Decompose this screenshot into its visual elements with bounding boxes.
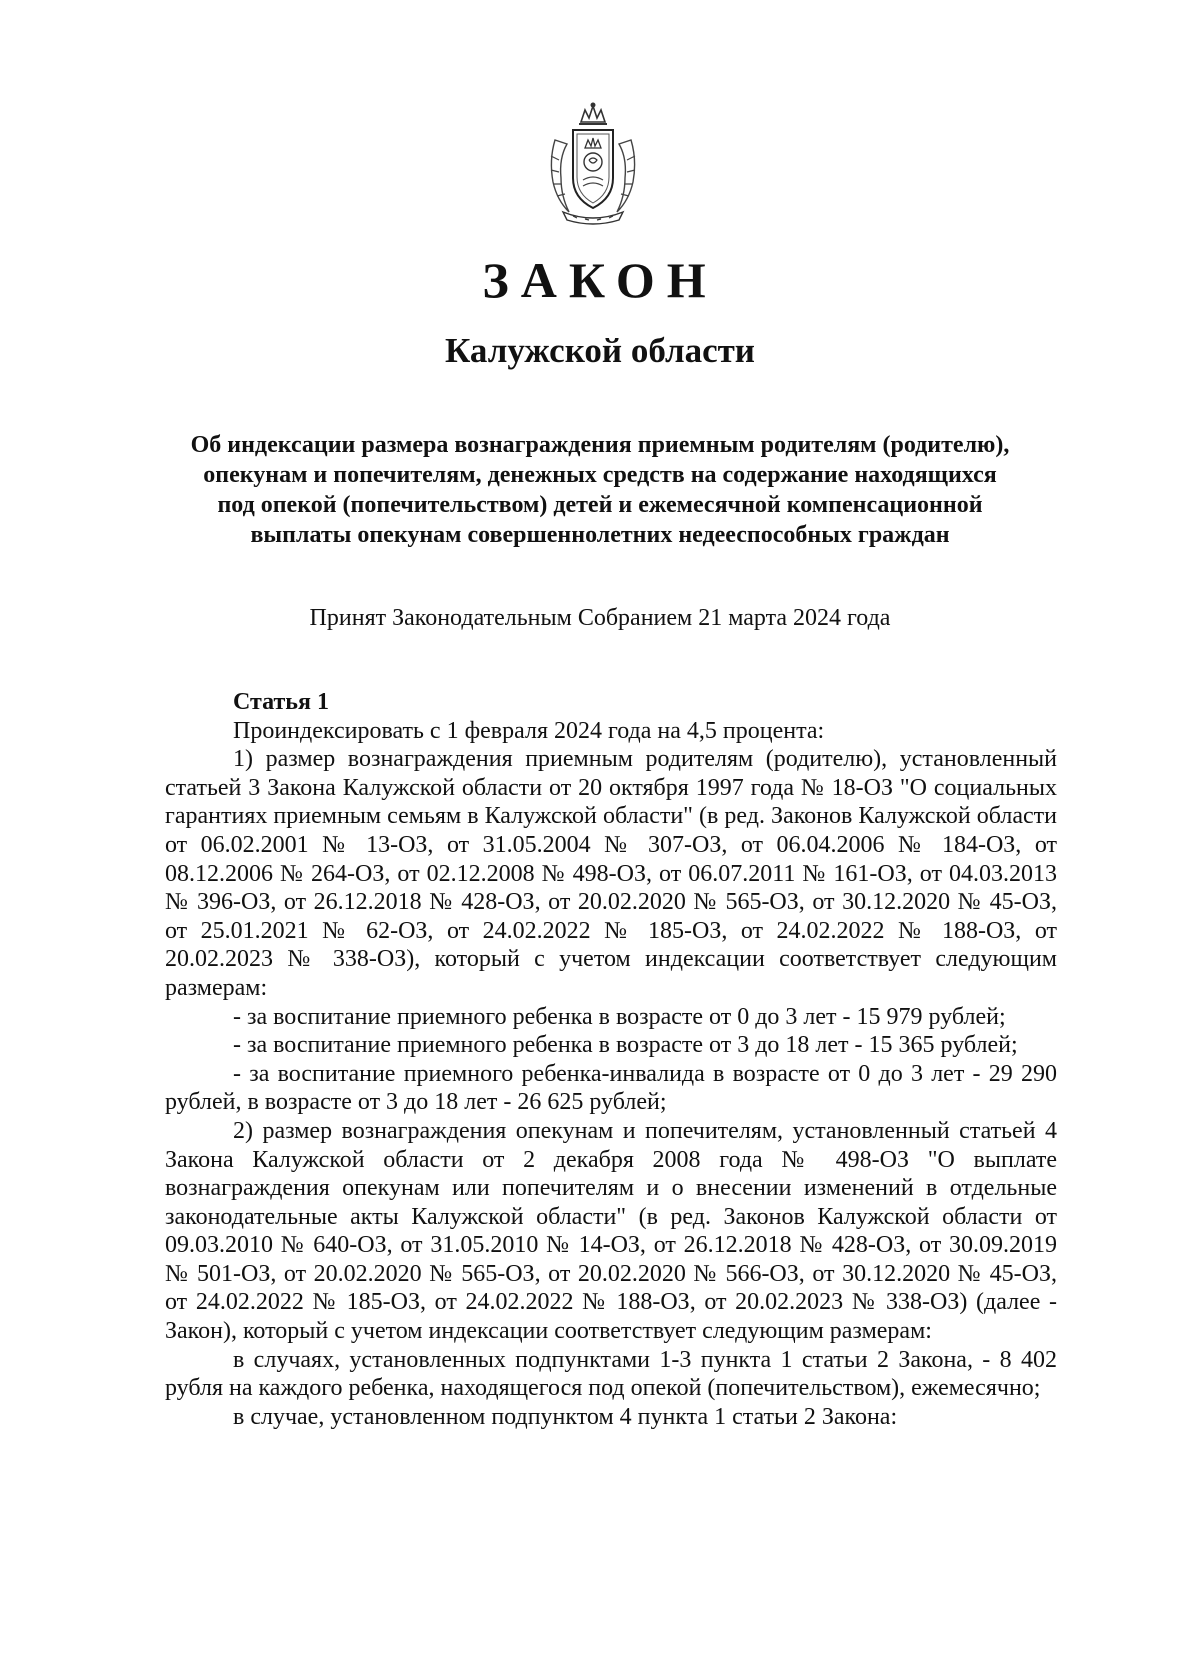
adoption-statement: Принят Законодательным Собранием 21 марта 2024 года xyxy=(309,605,891,631)
article-paragraph: - за воспитание приемного ребенка-инвалида в возрасте от 0 до 3 лет - 29 290 рублей, в возрасте от 3 до 18 лет - 26 625 рублей; xyxy=(165,1060,1057,1116)
article-paragraph: 2) размер вознаграждения опекунам и попечителям, установленный статьей 4 Закона Калужской области от 2 декабря 2008 года № 498-ОЗ "О выплате вознаграждения опекунам или попечителям и о внесении изменений в отдельные законодательные акты Калужской области" (в ред. Законов Калужской области от 09.03.2010 № 640-ОЗ, от 31.05.2010 № 14-ОЗ, от 26.12.2018 № 428-ОЗ, от 30.09.2019 № 501-ОЗ, от 20.02.2020 № 565-ОЗ, от 20.02.2020 № 566-ОЗ, от 30.12.2020 № 45-ОЗ, от 24.02.2022 № 185-ОЗ, от 24.02.2022 № 188-ОЗ, от 20.02.2023 № 338-ОЗ) (далее - Закон), который с учетом индексации соответствует следующим размерам: xyxy=(165,1117,1057,1345)
law-title-line: опекунам и попечителям, денежных средств на содержание находящихся xyxy=(203,462,997,488)
law-title xyxy=(150,430,1050,550)
article-paragraph: в случаях, установленных подпунктами 1-3 пункта 1 статьи 2 Закона, - 8 402 рубля на каждого ребенка, находящегося под опекой (попечительством), ежемесячно; xyxy=(165,1346,1057,1402)
law-title-line: выплаты опекунам совершеннолетних недееспособных граждан xyxy=(250,522,950,548)
region-heading: Калужской области xyxy=(445,331,755,370)
article-paragraph: - за воспитание приемного ребенка в возрасте от 3 до 18 лет - 15 365 рублей; xyxy=(233,1032,1018,1059)
article-heading: Статья 1 xyxy=(233,689,329,715)
article-paragraph: в случае, установленном подпунктом 4 пункта 1 статьи 2 Закона: xyxy=(233,1403,898,1430)
law-title-line: Об индексации размера вознаграждения приемным родителям (родителю), xyxy=(190,432,1010,458)
article-paragraph: 1) размер вознаграждения приемным родителям (родителю), установленный статьей 3 Закона Калужской области от 20 октября 1997 года № 18-ОЗ "О социальных гарантиях приемным семьям в Калужской области" (в ред. Законов Калужской области от 06.02.2001 № 13-ОЗ, от 31.05.2004 № 307-ОЗ, от 06.04.2006 № 184-ОЗ, от 08.12.2006 № 264-ОЗ, от 02.12.2008 № 498-ОЗ, от 06.07.2011 № 161-ОЗ, от 04.03.2013 № 396-ОЗ, от 26.12.2018 № 428-ОЗ, от 20.02.2020 № 565-ОЗ, от 30.12.2020 № 45-ОЗ, от 25.01.2021 № 62-ОЗ, от 24.02.2022 № 185-ОЗ, от 24.02.2022 № 188-ОЗ, от 20.02.2023 № 338-ОЗ), который с учетом индексации соответствует следующим размерам: xyxy=(165,746,1057,1001)
article-paragraph: - за воспитание приемного ребенка в возрасте от 0 до 3 лет - 15 979 рублей; xyxy=(233,1003,1006,1030)
article-paragraph: Проиндексировать с 1 февраля 2024 года на 4,5 процента: xyxy=(233,717,825,744)
law-body xyxy=(165,688,1057,1431)
document-type-heading: ЗАКОН xyxy=(482,252,718,308)
law-title-line: под опекой (попечительством) детей и ежемесячной компенсационной xyxy=(217,492,983,518)
coat-of-arms-emblem xyxy=(545,100,641,228)
